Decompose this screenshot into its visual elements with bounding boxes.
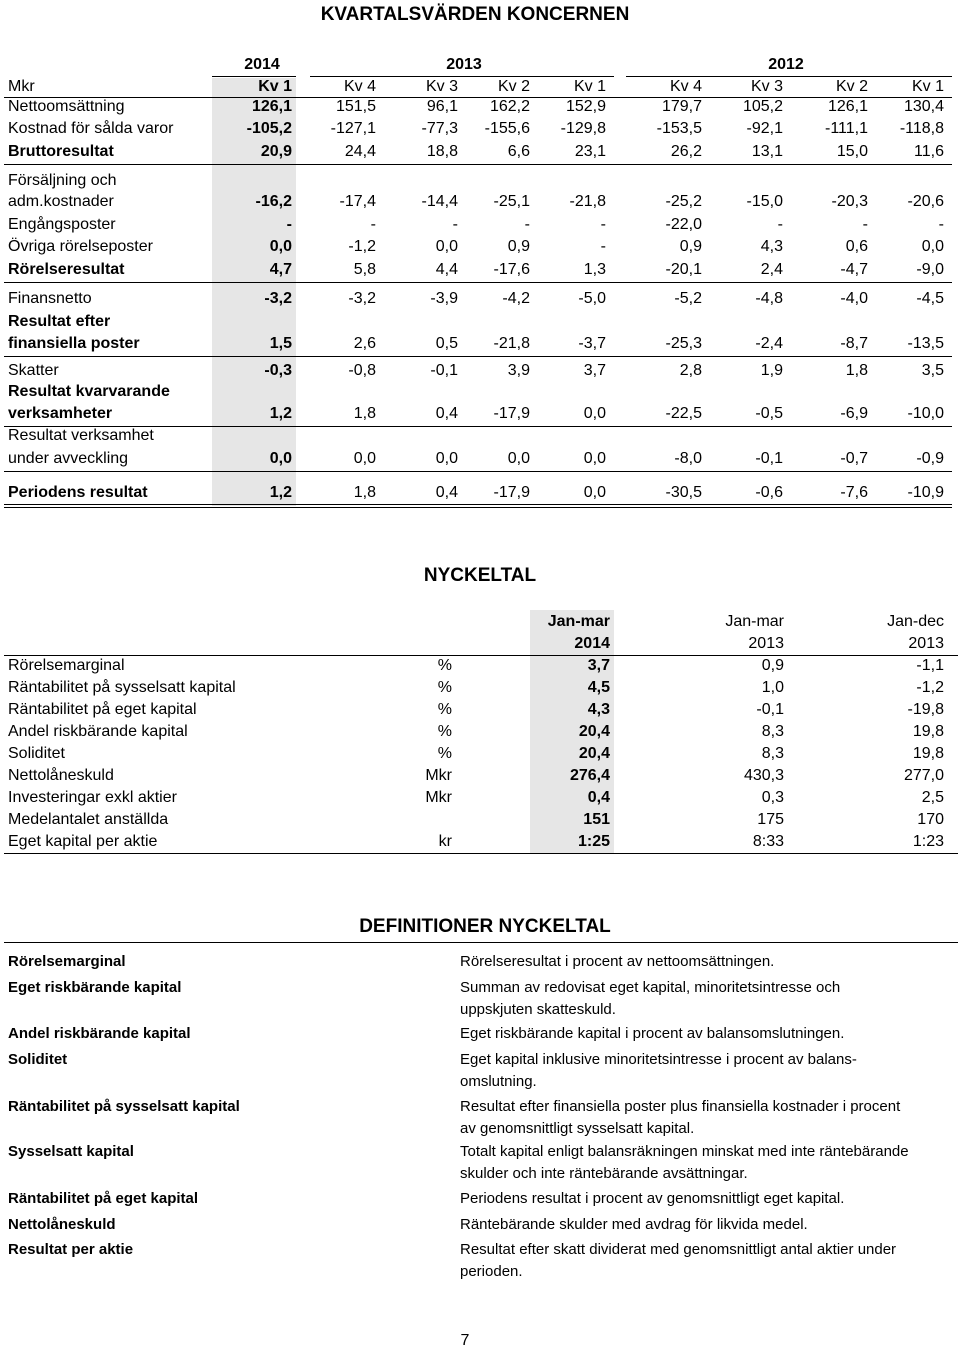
table-cell: -21,8 [569, 193, 606, 210]
definition-term: Eget riskbärande kapital [8, 979, 182, 996]
quarter-header: Kv 2 [497, 78, 530, 95]
table-cell: -10,9 [907, 484, 944, 501]
definition-text: Eget kapital inklusive minoritetsintresse i procent av balans- [460, 1051, 857, 1068]
table-cell: 0,0 [269, 450, 292, 467]
table-cell: 2,6 [353, 335, 376, 352]
nyckeltal-unit: % [437, 745, 452, 762]
table-cell: -0,5 [755, 405, 783, 422]
table-cell: -0,9 [916, 450, 944, 467]
nyckeltal-cell: 8,3 [761, 745, 784, 762]
table-cell: -2,4 [755, 335, 783, 352]
table-cell: - [600, 238, 606, 255]
nyckeltal-label: Soliditet [8, 745, 65, 762]
table-cell: 13,1 [751, 143, 783, 160]
definition-term: Nettolåneskuld [8, 1216, 116, 1233]
table-cell: -20,1 [665, 261, 702, 278]
nyckeltal-cell: 20,4 [578, 723, 610, 740]
table-cell: -25,2 [665, 193, 702, 210]
table-cell: 0,0 [353, 450, 376, 467]
table-cell: - [600, 216, 606, 233]
table-cell: 6,6 [507, 143, 530, 160]
nyckeltal-cell: -1,1 [916, 657, 944, 674]
table-cell: -7,6 [840, 484, 868, 501]
table-cell: -8,7 [840, 335, 868, 352]
nyckeltal-label: Eget kapital per aktie [8, 833, 158, 850]
definition-text: Räntebärande skulder med avdrag för likvida medel. [460, 1216, 808, 1233]
row-label: Finansnetto [8, 290, 92, 307]
table-cell: -3,7 [578, 335, 606, 352]
table-cell: - [777, 216, 783, 233]
table-cell: -4,8 [755, 290, 783, 307]
table-cell: -3,2 [348, 290, 376, 307]
rule-after-rorelseresultat [4, 282, 952, 283]
definition-text: Rörelseresultat i procent av nettoomsättningen. [460, 953, 775, 970]
row-label: Nettoomsättning [8, 98, 125, 115]
definition-text: Summan av redovisat eget kapital, minoritetsintresse och [460, 979, 841, 996]
table-cell: -14,4 [421, 193, 458, 210]
page-number: 7 [460, 1332, 470, 1349]
table-cell: 20,9 [260, 143, 292, 160]
table-cell: -15,0 [746, 193, 783, 210]
table-cell: 15,0 [836, 143, 868, 160]
nyckeltal-label: Rörelsemarginal [8, 657, 125, 674]
quarter-header: Kv 4 [343, 78, 376, 95]
row-label: finansiella poster [8, 335, 140, 352]
table-cell: 130,4 [903, 98, 944, 115]
table-cell: 105,2 [742, 98, 783, 115]
row-label: Rörelseresultat [8, 261, 125, 278]
definition-text: Eget riskbärande kapital i procent av balansomslutningen. [460, 1025, 845, 1042]
table-cell: 1,2 [269, 405, 292, 422]
nyckeltal-cell: 276,4 [569, 767, 610, 784]
row-label: Försäljning och [8, 172, 117, 189]
definition-term: Resultat per aktie [8, 1241, 134, 1258]
table-cell: -20,3 [831, 193, 868, 210]
table-cell: -17,9 [493, 405, 530, 422]
year-header: 2014 [244, 56, 280, 73]
nyckeltal-unit: % [437, 657, 452, 674]
nyckeltal-cell: 175 [757, 811, 784, 828]
table-cell: -5,0 [578, 290, 606, 307]
nyckeltal-label: Nettolåneskuld [8, 767, 114, 784]
definition-text: Resultat efter finansiella poster plus finansiella kostnader i procent [460, 1098, 901, 1115]
nyckeltal-cell: 277,0 [903, 767, 944, 784]
nyckeltal-cell: 19,8 [912, 745, 944, 762]
row-label: Resultat verksamhet [8, 427, 154, 444]
table-cell: 18,8 [426, 143, 458, 160]
table-cell: 26,2 [670, 143, 702, 160]
table-cell: 96,1 [426, 98, 458, 115]
nyckeltal-cell: 0,3 [761, 789, 784, 806]
quarter-header: Kv 1 [911, 78, 944, 95]
definition-term: Rörelsemarginal [8, 953, 126, 970]
table-cell: -4,5 [916, 290, 944, 307]
table-cell: -4,0 [840, 290, 868, 307]
table-cell: -3,9 [430, 290, 458, 307]
quarter-header: Kv 4 [669, 78, 702, 95]
table-cell: -4,2 [502, 290, 530, 307]
nyckeltal-cell: 1:25 [577, 833, 610, 850]
row-label: under avveckling [8, 450, 129, 467]
year-header: 2012 [768, 56, 804, 73]
nyckeltal-cell: 1:23 [912, 833, 944, 850]
nyckeltal-col-header: Jan-mar [725, 613, 784, 630]
table-cell: -22,0 [665, 216, 702, 233]
quarter-header: Kv 1 [258, 78, 292, 95]
table-cell: -0,3 [264, 362, 292, 379]
table-cell: -111,1 [825, 120, 868, 137]
table-cell: 151,5 [335, 98, 376, 115]
rule-bottom-2 [4, 507, 952, 508]
quarter-header: Kv 3 [425, 78, 458, 95]
table-cell: -3,2 [264, 290, 292, 307]
nyckeltal-cell: 4,5 [587, 679, 610, 696]
definition-text: perioden. [460, 1263, 523, 1280]
table-cell: - [370, 216, 376, 233]
nyckeltal-label: Investeringar exkl aktier [8, 789, 177, 806]
nyckeltal-cell: 19,8 [912, 723, 944, 740]
table-cell: 0,0 [269, 238, 292, 255]
table-cell: 11,6 [914, 143, 944, 160]
nyckeltal-header-rule [4, 655, 958, 656]
table-cell: 1,8 [353, 405, 376, 422]
nyckeltal-unit: kr [438, 833, 452, 850]
table-cell: -0,1 [430, 362, 458, 379]
nyckeltal-cell: 2,5 [921, 789, 944, 806]
table-cell: 0,6 [845, 238, 868, 255]
table-cell: 1,8 [353, 484, 376, 501]
table-cell: -127,1 [330, 120, 376, 137]
table-cell: -77,3 [421, 120, 458, 137]
nyckeltal-unit: % [437, 679, 452, 696]
table-cell: 126,1 [827, 98, 868, 115]
quarter-header: Kv 2 [835, 78, 868, 95]
definition-text: Periodens resultat i procent av genomsnittligt eget kapital. [460, 1190, 845, 1207]
nyckeltal-col-header: 2014 [574, 635, 610, 652]
nyckeltal-cell: 0,9 [761, 657, 784, 674]
table-cell: -25,1 [493, 193, 530, 210]
table-cell: 162,2 [489, 98, 530, 115]
table-cell: 126,1 [251, 98, 292, 115]
table-cell: 4,7 [269, 261, 292, 278]
table-cell: -0,1 [755, 450, 783, 467]
table-cell: 24,4 [344, 143, 376, 160]
definitions-title: DEFINITIONER NYCKELTAL [359, 916, 611, 937]
row-label: Övriga rörelseposter [8, 238, 153, 255]
table-cell: 1,9 [760, 362, 783, 379]
table-cell: -16,2 [255, 193, 292, 210]
nyckeltal-cell: 0,4 [587, 789, 610, 806]
row-label: Engångsposter [8, 216, 116, 233]
definition-text: skulder och inte räntebärande avsättningar. [460, 1165, 748, 1182]
definition-term: Soliditet [8, 1051, 68, 1068]
table-cell: 179,7 [661, 98, 702, 115]
table-cell: -20,6 [907, 193, 944, 210]
table-cell: -8,0 [674, 450, 702, 467]
table-cell: 0,9 [507, 238, 530, 255]
table-cell: 0,9 [679, 238, 702, 255]
nyckeltal-bottom-rule [4, 853, 958, 854]
table-cell: 0,0 [583, 484, 606, 501]
table-cell: -0,6 [755, 484, 783, 501]
nyckeltal-unit: Mkr [425, 789, 452, 806]
table-cell: - [452, 216, 458, 233]
table-cell: 0,0 [921, 238, 944, 255]
table-cell: 0,4 [435, 405, 458, 422]
year-header: 2013 [446, 56, 482, 73]
nyckeltal-unit: % [437, 723, 452, 740]
quarterly-title: KVARTALSVÄRDEN KONCERNEN [320, 4, 630, 25]
table-cell: -155,6 [484, 120, 530, 137]
table-cell: 0,0 [583, 405, 606, 422]
table-cell: 3,9 [507, 362, 530, 379]
year-underline-2013 [310, 76, 614, 77]
nyckeltal-title: NYCKELTAL [423, 565, 537, 586]
table-cell: -21,8 [493, 335, 530, 352]
definitions-rule [4, 942, 958, 943]
table-cell: -10,0 [907, 405, 944, 422]
definition-text: omslutning. [460, 1073, 537, 1090]
definition-text: uppskjuten skatteskuld. [460, 1001, 616, 1018]
definition-term: Räntabilitet på eget kapital [8, 1190, 199, 1207]
row-label: Kostnad för sålda varor [8, 120, 174, 137]
table-cell: -1,2 [348, 238, 376, 255]
nyckeltal-label: Räntabilitet på eget kapital [8, 701, 197, 718]
rule-after-avveckling [4, 471, 952, 472]
definition-term: Sysselsatt kapital [8, 1143, 134, 1160]
table-cell: 4,4 [435, 261, 458, 278]
table-cell: 1,3 [583, 261, 606, 278]
definition-text: Totalt kapital enligt balansräkningen minskat med inte räntebärande [460, 1143, 909, 1160]
table-cell: - [938, 216, 944, 233]
row-label: Bruttoresultat [8, 143, 114, 160]
table-cell: -0,7 [840, 450, 868, 467]
table-cell: -6,9 [840, 405, 868, 422]
table-cell: -92,1 [746, 120, 783, 137]
table-cell: 0,0 [507, 450, 530, 467]
rule-after-bruttoresultat [4, 164, 952, 165]
table-cell: -13,5 [907, 335, 944, 352]
table-cell: 0,0 [435, 450, 458, 467]
table-cell: 3,5 [921, 362, 944, 379]
row-label: Periodens resultat [8, 484, 148, 501]
nyckeltal-cell: 8:33 [752, 833, 784, 850]
nyckeltal-cell: 8,3 [761, 723, 784, 740]
unit-label: Mkr [8, 78, 35, 95]
nyckeltal-cell: -0,1 [756, 701, 784, 718]
table-cell: -5,2 [674, 290, 702, 307]
table-cell: 23,1 [574, 143, 606, 160]
nyckeltal-cell: -19,8 [907, 701, 944, 718]
table-cell: - [862, 216, 868, 233]
rule-after-finansiella [4, 356, 952, 357]
year-underline-2012 [626, 76, 952, 77]
table-cell: 2,4 [760, 261, 783, 278]
quarter-header: Kv 1 [573, 78, 606, 95]
nyckeltal-col-header: Jan-mar [547, 613, 610, 630]
table-cell: 5,8 [353, 261, 376, 278]
table-cell: -17,4 [339, 193, 376, 210]
table-cell: -25,3 [665, 335, 702, 352]
quarter-header: Kv 3 [750, 78, 783, 95]
nyckeltal-col-header: 2013 [748, 635, 784, 652]
table-cell: -118,8 [899, 120, 944, 137]
table-cell: - [286, 216, 292, 233]
nyckeltal-cell: 20,4 [578, 745, 610, 762]
row-label: Resultat efter [8, 313, 111, 330]
nyckeltal-cell: 4,3 [587, 701, 610, 718]
table-cell: -0,8 [348, 362, 376, 379]
row-label: verksamheter [8, 405, 113, 422]
nyckeltal-label: Medelantalet anställda [8, 811, 169, 828]
table-cell: -17,6 [493, 261, 530, 278]
nyckeltal-cell: 151 [583, 811, 610, 828]
table-cell: 0,4 [435, 484, 458, 501]
table-cell: -153,5 [656, 120, 702, 137]
table-cell: 3,7 [583, 362, 606, 379]
definition-term: Räntabilitet på sysselsatt kapital [8, 1098, 240, 1115]
nyckeltal-col-header: Jan-dec [887, 613, 944, 630]
nyckeltal-cell: 430,3 [743, 767, 784, 784]
table-cell: -4,7 [840, 261, 868, 278]
table-cell: -17,9 [493, 484, 530, 501]
table-cell: 4,3 [760, 238, 783, 255]
nyckeltal-unit: % [437, 701, 452, 718]
nyckeltal-unit: Mkr [425, 767, 452, 784]
nyckeltal-col-header: 2013 [908, 635, 944, 652]
table-cell: 0,0 [583, 450, 606, 467]
row-label: Resultat kvarvarande [8, 383, 170, 400]
nyckeltal-cell: 3,7 [587, 657, 610, 674]
definition-term: Andel riskbärande kapital [8, 1025, 191, 1042]
table-cell: -129,8 [560, 120, 606, 137]
table-cell: 2,8 [679, 362, 702, 379]
table-cell: 152,9 [565, 98, 606, 115]
definition-text: Resultat efter skatt dividerat med genomsnittligt antal aktier under [460, 1241, 897, 1258]
table-cell: 0,5 [435, 335, 458, 352]
table-cell: 1,8 [845, 362, 868, 379]
rule-after-kvarvarande [4, 426, 952, 427]
table-cell: 1,2 [269, 484, 292, 501]
year-underline-2014 [212, 76, 296, 77]
table-cell: -105,2 [246, 120, 292, 137]
table-cell: - [524, 216, 530, 233]
row-label: Skatter [8, 362, 59, 379]
row-label: adm.kostnader [8, 193, 114, 210]
nyckeltal-cell: 170 [917, 811, 944, 828]
nyckeltal-label: Andel riskbärande kapital [8, 723, 188, 740]
table-cell: -30,5 [665, 484, 702, 501]
nyckeltal-cell: 1,0 [761, 679, 784, 696]
table-cell: -9,0 [916, 261, 944, 278]
table-cell: 0,0 [435, 238, 458, 255]
rule-bottom-1 [4, 504, 952, 505]
definition-text: av genomsnittligt sysselsatt kapital. [460, 1120, 695, 1137]
table-cell: 1,5 [269, 335, 292, 352]
nyckeltal-cell: -1,2 [916, 679, 944, 696]
table-cell: -22,5 [665, 405, 702, 422]
nyckeltal-label: Räntabilitet på sysselsatt kapital [8, 679, 236, 696]
